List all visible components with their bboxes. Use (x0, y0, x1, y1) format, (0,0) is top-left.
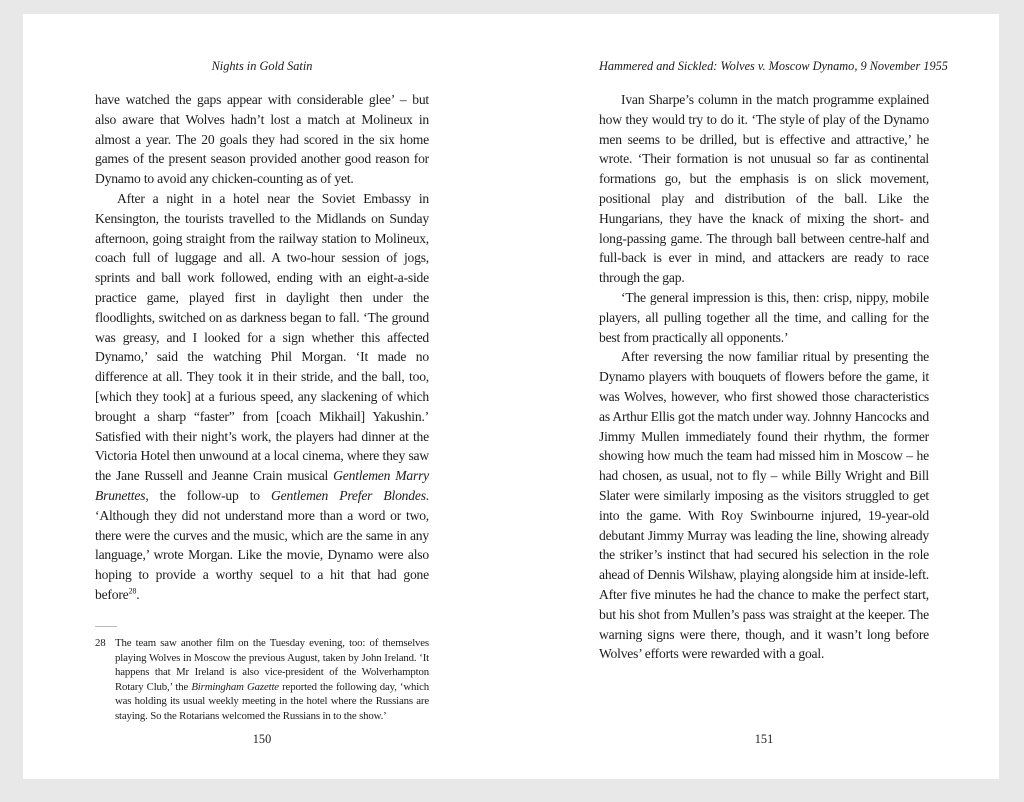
footnote (95, 626, 429, 723)
footnote-divider (95, 626, 117, 627)
right-page-number: 151 (754, 732, 774, 746)
paragraph: After a night in a hotel near the Soviet Embassy in Kensington, the tourists travelled to the Midlands on Sunday afternoon, going straight from the railway station to Molineux, coach full of luggage and all. A two-hour session of jogs, sprints and ball work followed, ending with an eight-a-side practice game, played first in daylight then under the floodlights, switched on as darkness began to fall. ‘The ground was greasy, and I looked for a sign whether this affected Dynamo,’ said the watching Phil Morgan. ‘It made no difference at all. They took it in their stride, and the ball, too, [which they took] at a furious speed, any slackening of which brought a sharp “faster” from [coach Mikhail] Yakushin.’ Satisfied with their night’s work, the players had dinner at the Victoria Hotel then unwound at a local cinema, where they saw the Jane Russell and Jeanne Crain musical Gentlemen Marry Brunettes, the follow-up to Gentlemen Prefer Blondes. ‘Although they did not understand more than a word or two, there were the curves and the music, which are the same in any language,’ wrote Morgan. Like the movie, Dynamo were also hoping to provide a worthy sequel to a hit that had gone before$^{28}$. (95, 190, 430, 602)
right-running-head: Hammered and Sickled: Wolves v. Moscow Dynamo, 9 November 1955 (599, 59, 948, 73)
paragraph: After reversing the now familiar ritual by presenting the Dynamo players with bouquets of flowers before the game, it was Wolves, however, who first showed those characteristics as Arthur Ellis got the match under way. Johnny Hancocks and Jimmy Mullen immediately found their rhythm, the former showing how much the team had missed him in Moscow – he had chosen, as usual, not to fly – while Billy Wright and Bill Slater were similarly imposing as the visitors struggled to get into the game. With Roy Swinbourne injured, 19-year-old debutant Jimmy Murray was leading the line, showing already the striker’s instinct that had secured his selection in the role ahead of Dennis Wilshaw, playing alongside him at inside-left. After five minutes he had the chance to make the perfect start, but his shot from Mullen’s pass was straight at the keeper. The warning signs were there, though, and it wasn’t long before Wolves’ efforts were rewarded with a goal. (599, 349, 929, 662)
footnote-text: The team saw another film on the Tuesday evening, too: of themselves playing Wolves in Moscow the previous August, taken by John Ireland. ‘It happens that Mr Ireland is also vice-president of the Wolverhampton Rotary Club,’ the Birmingham Gazette reported the following day, ‘which was holding its usual weekly meeting in the hotel where the Russians are staying. So the Rotarians welcomed the Russians in to the show.’ (115, 637, 430, 722)
right-page (599, 14, 948, 779)
paragraph: have watched the gaps appear with considerable glee’ – but also aware that Wolves hadn’t lost a match at Molineux in almost a year. The 20 goals they had scored in the six home games of the present season provided another good reason for Dynamo to avoid any chicken-counting as of yet. (95, 92, 429, 187)
right-page-body (599, 90, 929, 664)
paragraph: Ivan Sharpe’s column in the match programme explained how they would try to do it. ‘The style of play of the Dynamo men seems to be drilled, but is effective and attractive,’ he wrote. ‘Their formation is not unusual so far as continental formations go, but the emphasis is on slick movement, positional play and distribution of the ball. Like the Hungarians, they have the knack of mixing the short- and long-passing game. The through ball between centre-half and full-back is ever in mind, and attackers are ready to race through the gap. (599, 92, 929, 286)
paragraph: ‘The general impression is this, then: crisp, nippy, mobile players, all pulling together all the time, and calling for the best from practically all opponents.’ (599, 289, 929, 345)
book-spread (23, 14, 999, 779)
left-running-head: Nights in Gold Satin (211, 59, 313, 73)
left-page-number: 150 (252, 732, 272, 746)
left-page-body (95, 90, 429, 605)
footnote-number: 28 (95, 637, 106, 649)
left-page (95, 14, 429, 779)
